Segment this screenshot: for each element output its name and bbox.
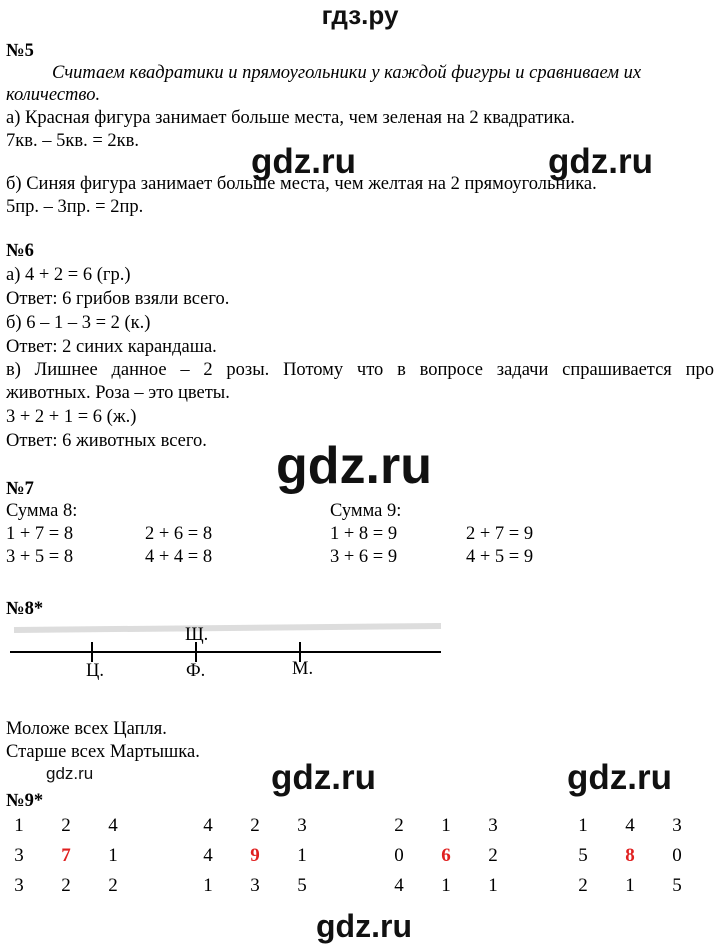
grid-cell: 1 xyxy=(441,815,451,836)
task7-sum9-eq: 1 + 8 = 9 xyxy=(330,524,398,544)
watermark: gdz.ru xyxy=(316,908,412,944)
grid-cell: 1 xyxy=(488,875,498,896)
grid-cell: 2 xyxy=(61,875,71,896)
grid-cell: 4 xyxy=(108,815,118,836)
grid-cell: 3 xyxy=(297,815,307,836)
grid-cell: 1 xyxy=(203,875,213,896)
task7-sum9-eq: 3 + 6 = 9 xyxy=(330,547,398,567)
grid-cell: 5 xyxy=(578,845,588,866)
grid-cell: 4 xyxy=(203,815,213,836)
task7-sum8-eq: 3 + 5 = 8 xyxy=(6,547,74,567)
grid-center-cell: 8 xyxy=(625,845,635,866)
grid-center-cell: 9 xyxy=(250,845,260,866)
watermark: gdz.ru xyxy=(251,142,356,181)
task6-c-answer: Ответ: 6 животных всего. xyxy=(6,431,207,451)
grid-cell: 2 xyxy=(578,875,588,896)
grid-cell: 4 xyxy=(203,845,213,866)
grid-cell: 3 xyxy=(14,845,24,866)
grid-cell: 4 xyxy=(625,815,635,836)
grid-center-cell: 6 xyxy=(441,845,451,866)
task5-intro-line1: Считаем квадратики и прямоугольники у каждой фигуры и сравниваем их xyxy=(52,63,642,83)
grid-cell: 3 xyxy=(14,875,24,896)
grid-cell: 5 xyxy=(297,875,307,896)
task6-title: №6 xyxy=(6,241,34,261)
mark-label-f: Ф. xyxy=(186,661,206,681)
grid-cell: 1 xyxy=(441,875,451,896)
mark-label-m: М. xyxy=(292,659,314,679)
grid-cell: 1 xyxy=(297,845,307,866)
task5-b-text: б) Синяя фигура занимает больше места, чем желтая на 2 прямоугольника. xyxy=(6,174,597,194)
task6-a-calc: а) 4 + 2 = 6 (гр.) xyxy=(6,265,131,285)
task5-title: №5 xyxy=(6,41,34,61)
task7-title: №7 xyxy=(6,479,34,499)
task9-title: №9* xyxy=(6,791,44,811)
watermark: gdz.ru xyxy=(548,142,653,181)
grid-cell: 4 xyxy=(394,875,404,896)
grid-cell: 3 xyxy=(250,875,260,896)
grid-cell: 3 xyxy=(488,815,498,836)
grid-cell: 0 xyxy=(394,845,404,866)
task5-intro-line2: количество. xyxy=(6,85,101,105)
task6-c-text1: в) Лишнее данное – 2 розы. Потому что в вопросе задачи спрашивается про xyxy=(6,360,714,380)
watermark: gdz.ru xyxy=(276,437,432,495)
task7-sum8-label: Сумма 8: xyxy=(6,501,78,521)
grid-cell: 1 xyxy=(108,845,118,866)
grid-cell: 2 xyxy=(488,845,498,866)
age-number-line xyxy=(0,620,720,690)
grid-cell: 1 xyxy=(625,875,635,896)
grid-cell: 0 xyxy=(672,845,682,866)
watermark-small: gdz.ru xyxy=(46,764,94,783)
watermark: gdz.ru xyxy=(271,758,376,797)
task7-sum8-eq: 4 + 4 = 8 xyxy=(145,547,213,567)
task8-oldest: Старше всех Мартышка. xyxy=(6,742,200,762)
task7-sum8-eq: 2 + 6 = 8 xyxy=(145,524,213,544)
grid-cell: 2 xyxy=(61,815,71,836)
grid-cell: 2 xyxy=(250,815,260,836)
task6-b-answer: Ответ: 2 синих карандаша. xyxy=(6,337,217,357)
task5-a-calc: 7кв. – 5кв. = 2кв. xyxy=(6,131,139,151)
task8-title: №8* xyxy=(6,599,44,619)
grid-cell: 1 xyxy=(578,815,588,836)
task7-sum9-eq: 2 + 7 = 9 xyxy=(466,524,534,544)
grid-cell: 2 xyxy=(108,875,118,896)
grid-center-cell: 7 xyxy=(61,845,71,866)
task5-a-text: а) Красная фигура занимает больше места, чем зеленая на 2 квадратика. xyxy=(6,108,575,128)
task6-a-answer: Ответ: 6 грибов взяли всего. xyxy=(6,289,230,309)
mark-label-c: Ц. xyxy=(86,661,104,681)
grid-cell: 1 xyxy=(14,815,24,836)
task7-sum9-eq: 4 + 5 = 9 xyxy=(466,547,534,567)
grid-cell: 2 xyxy=(394,815,404,836)
task5-b-calc: 5пр. – 3пр. = 2пр. xyxy=(6,197,144,217)
task6-c-calc: 3 + 2 + 1 = 6 (ж.) xyxy=(6,407,137,427)
task7-sum9-label: Сумма 9: xyxy=(330,501,402,521)
task7-sum8-eq: 1 + 7 = 8 xyxy=(6,524,74,544)
watermark: gdz.ru xyxy=(567,758,672,797)
mark-label-top: Щ. xyxy=(185,625,209,645)
grid-cell: 3 xyxy=(672,815,682,836)
scan-shadow xyxy=(14,626,441,630)
grid-cell: 5 xyxy=(672,875,682,896)
task6-c-text2: животных. Роза – это цветы. xyxy=(6,383,230,403)
site-header: гдз.ру xyxy=(321,0,399,30)
task8-youngest: Моложе всех Цапля. xyxy=(6,719,167,739)
task6-b-calc: б) 6 – 1 – 3 = 2 (к.) xyxy=(6,313,151,333)
